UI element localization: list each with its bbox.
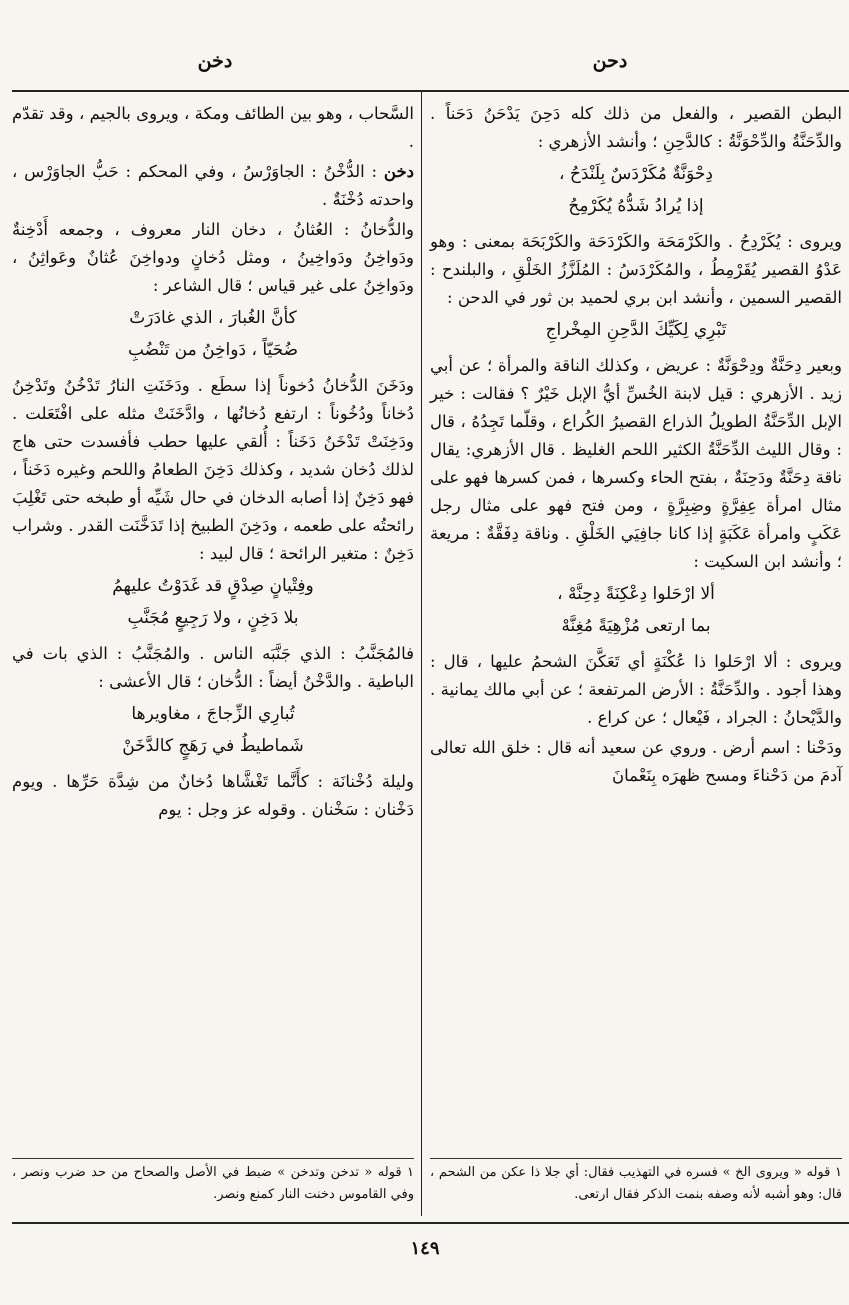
- footnote-rule-left: [12, 1158, 414, 1159]
- paragraph: ودَحْنا : اسم أرض . وروي عن سعيد أنه قال : خلق الله تعالى آدمَ من دَحْناءَ ومسح ظهرَه بِنَعْمانَ: [430, 738, 842, 785]
- page-number: ١٤٩: [410, 1238, 440, 1259]
- paragraph: ويروى : يُكَرْدِحُ . والكَرْمَحَة والكَرْدَحَة والكَرْبَحَة بمعنى : وهو عَدْوُ القصير يُقَرْمِطُ ، والمُكَرْدَسُ : المُلَزَّزُ الخَلْقِ ، والبلندح : القصير السمين ، وأنشد ابن بري لحميد بن ثور في الدحن :: [430, 232, 842, 307]
- verse-line: تُبارِي الزِّجاجَ ، مغاويرها: [131, 704, 295, 724]
- paragraph: وليلة دُخْنانَة : كأَنَّما تَغْشَّاها دُخانٌ من شِدَّة حَرِّها . ويوم دَخْنان : سَخْنان . وقوله عز وجل : يوم: [12, 772, 414, 819]
- paragraph: والدُّخانُ : العُثانُ ، دخان النار معروف ، وجمعه أَدْخِنةٌ ودَواخِنُ ودَواخِينُ ، ومثل دُخانٍ ودواخِنَ عُثانٌ وعَواثِنُ ، ودَواخِنُ على غير قياس ؛ قال الشاعر :: [12, 220, 414, 295]
- verse-line: ألا ارْحَلوا دِعْكِنَةً دِحِنَّهْ ،: [557, 584, 715, 604]
- verse-line: ضُحَيّاً ، دَواخِنُ من تَنْضُبِ: [127, 340, 299, 360]
- verse-line: وفِتْيانٍ صِدْقٍ قد غَدَوْتُ عليهمُ: [112, 576, 314, 596]
- left-column: [12, 100, 414, 1160]
- header-rule: [12, 90, 849, 92]
- paragraph: ويروى : ألا ارْحَلوا ذا عُكْنَةٍ أي تَعَكَّنَ الشحمُ عليها ، قال : وهذا أجود . والدِّحَنَّةُ : الأرض المرتفعة ؛ عن أبي مالك يمانية . والدَّيْحانُ : الجراد ، فَيْعال ؛ عن كراع .: [430, 652, 842, 727]
- verse: [430, 578, 842, 642]
- paragraph: البطن القصير ، والفعل من ذلك كله دَحِنَ يَدْحَنُ دَحَناً . والدِّحَنَّةُ والدِّحْوَنَّةُ : كالدَّحِنِ ؛ وأنشد الأزهري :: [430, 104, 842, 151]
- verse: [12, 698, 414, 762]
- footnote-left: ١ قوله « تدخن وتدخن » ضبط في الأصل والصحاح من حد ضرب ونصر ، وفي القاموس دخنت النار كمنع ونصر.: [12, 1165, 414, 1202]
- headword: دخن: [383, 162, 414, 181]
- verse: [12, 570, 414, 634]
- paragraph: ودَخَنَ الدُّخانُ دُخوناً إذا سطَع . ودَخَنَتِ النارُ تَدْخُنُ وتَدْخِنُ دُخاناً ودُخُوناً : ارتفع دُخانُها ، وادَّخَنَتْ مثله على افْتَعَلت . ودَخِنَتْ تَدْخَنُ دَخَناً : أُلقي عليها حطب فأفسدت حتى هاج لذلك دُخان شديد ، وكذلك دَخِنَ الطعامُ واللحم وغيره دَخَناً ، فهو دَخِنٌ إذا أصابه الدخان في حال شَيِّه أو طبخه حتى تَغْلِبَ رائحتُه على طعمه ، ودَخِنَ الطبيخ إذا تَدَخَّنَت القدر . وشراب دَخِنٌ : متغير الرائحة ؛ قال لبيد :: [12, 376, 414, 563]
- verse-line: بلا دَخِنٍ ، ولا رَجِيعٍ مُجَنَّبِ: [127, 608, 299, 628]
- footer-rule: [12, 1222, 849, 1224]
- verse-line: دِحْوَنَّةٌ مُكَرْدَسٌ بِلَنْدَحُ ،: [559, 164, 713, 184]
- right-column: [430, 100, 842, 1160]
- paragraph: السَّحاب ، وهو بين الطائف ومكة ، ويروى بالجيم ، وقد تقدّم .: [12, 104, 414, 151]
- verse: [430, 158, 842, 222]
- verse-line: تَبْرِي لِكَيِّكَ الدَّحِنِ المِخْراجِ: [545, 320, 727, 340]
- running-header-right: دحن: [592, 50, 628, 72]
- verse-line: إذا يُرادُ شَدُّهُ يُكَرْمِحُ: [568, 196, 704, 216]
- paragraph: فالمُجَنَّبُ : الذي جَنَّبَه الناس . والمُجَنَّبُ : الذي بات في الباطية . والدَّخْنُ أيضاً : الدُّخان ؛ قال الأعشى :: [12, 644, 414, 691]
- footnote-rule-right: [430, 1158, 842, 1159]
- entry-paragraph: [12, 158, 414, 214]
- entry-text: : الدُّخْنُ : الجاوَرْسُ ، وفي المحكم : حَبُّ الجاوَرْس ، واحدته دُخْنَةٌ .: [12, 162, 414, 209]
- verse: [430, 314, 842, 346]
- paragraph: وبعير دِحَنَّةٌ ودِحْوَنَّةٌ : عريض ، وكذلك الناقة والمرأة ؛ عن أبي زيد . الأزهري : قيل لابنة الخُسِّ أيُّ الإبل خَيْرٌ ؟ فقالت : خير الإبل الدِّحَنَّةُ الطويلُ الذراع القصيرُ الكُراع ، وقلّما تَجِدُهُ ، قال : وقال الليث الدِّحَنَّةُ الكثير اللحم الغليظ . قال الأزهري: يقال ناقة دِحَنَّةٌ ودَحِنَةٌ ، بفتح الحاء وكسرها ، فمن كسرها فهو على مثال امرأة عِفِرَّةٍ وضِبِرَّةٍ ، ومن فتح فهو على مثال رجل عَكَبٍ وامرأة عَكَبَةٍ إذا كانا جافِيَي الخَلْقِ . وناقة دِفَقَّةٌ : مريعة ؛ وأنشد ابن السكيت :: [430, 356, 842, 571]
- verse: [12, 302, 414, 366]
- footnote-right: ١ قوله « ويروى الخ » فسره في التهذيب فقال: أي جلا ذا عكن من الشحم ، قال: وهو أشبه لأنه وصفه بنمت الذكر فقال ارتعى.: [430, 1165, 842, 1202]
- verse-line: بما ارتعى مُزْهِيَةً مُغِنَّهْ: [561, 616, 711, 636]
- running-header-left: دخن: [197, 50, 233, 72]
- verse-line: كأنَّ الغُبارَ ، الذي غادَرَتْ: [129, 308, 297, 328]
- verse-line: شَماطيطُ في رَهَجٍ كالدَّخَنْ: [122, 736, 304, 756]
- column-divider: [421, 92, 422, 1216]
